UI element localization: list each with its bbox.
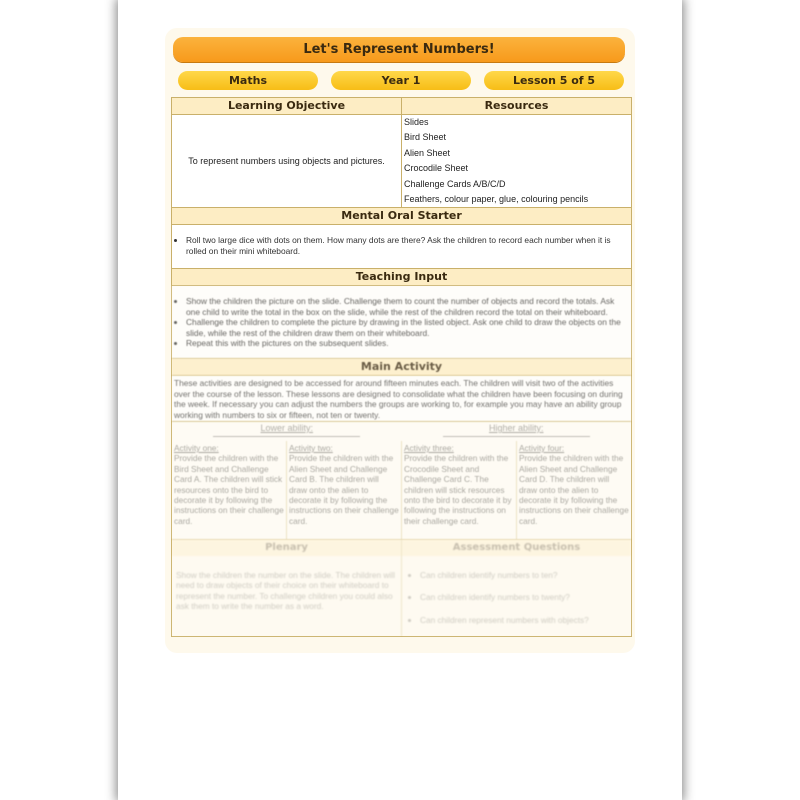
assessment-cell — [401, 556, 631, 636]
resource-item: Bird Sheet — [404, 132, 447, 143]
resources-header: Resources — [401, 98, 631, 114]
resource-item: Crocodile Sheet — [404, 163, 469, 174]
mental-oral-starter-list — [172, 225, 631, 269]
ability-labels — [172, 422, 631, 433]
activity-text: Provide the children with the Alien Sheet and Challenge Card D. The children will draw onto the alien to decorate it by following the instructions on their challenge card. — [519, 453, 629, 526]
list-item: • Challenge the children to complete the picture by drawing in the listed object. Ask one child to draw the objects on the slide, while the rest of the children draw them on their whiteboard. — [186, 317, 627, 338]
resource-item: Slides — [404, 117, 429, 127]
lesson-plan-table — [171, 97, 632, 637]
list-item: • Can children identify numbers to twenty? — [420, 592, 627, 602]
activities-row — [172, 441, 631, 540]
year-pill: Year 1 — [331, 71, 471, 90]
ability-section — [172, 422, 631, 540]
activity-three — [401, 441, 516, 539]
list-item: • Can children represent numbers with objects? — [420, 615, 627, 625]
resources-list — [402, 115, 631, 207]
list-item: • Can children identify numbers to ten? — [420, 570, 627, 580]
teaching-input-list — [172, 286, 631, 359]
activity-title: Activity one: — [174, 443, 219, 453]
main-activity-header: Main Activity — [172, 359, 631, 376]
list-item: • Roll two large dice with dots on them. How many dots are there? Ask the children to record each number when it is rolled on their mini whiteboard. — [186, 235, 627, 256]
learning-objective-header: Learning Objective — [172, 98, 401, 114]
assessment-list — [406, 570, 627, 625]
plenary-text: Show the children the number on the slide. The children will need to draw objects of their choice on their whiteboard to represent the number. To challenge children you could also ask them to write the number as a word. — [176, 570, 395, 612]
mental-oral-starter-header: Mental Oral Starter — [172, 208, 631, 225]
activity-text: Provide the children with the Crocodile Sheet and Challenge Card C. The children will stick resources onto the bird to decorate it by following the instructions on their challenge card. — [404, 453, 512, 526]
main-activity-intro: These activities are designed to be accessed for around fifteen minutes each. The children will visit two of the activities over the course of the lesson. These lessons are designed to consolidate what the children have been focusing on during the week. If necessary you can adjust the numbers the groups are working to, for example you may have an ability group working with numbers to six or fifteen, not ten or twenty. — [172, 376, 631, 422]
activity-title: Activity four: — [519, 443, 565, 453]
objective-resources-header — [172, 98, 631, 115]
bottom-section — [172, 540, 631, 636]
arrow-line-icon — [402, 433, 632, 441]
activity-text: Provide the children with the Alien Sheet and Challenge Card B. The children will draw onto the alien to decorate it by following the instructions on their challenge card. — [289, 453, 399, 526]
list-item: • Show the children the picture on the slide. Challenge them to count the number of objects and record the totals. Ask one child to write the total in the box on the slide, while the rest of the children record the total on their whiteboard. — [186, 296, 627, 317]
list-item: • Repeat this with the pictures on the subsequent slides. — [186, 338, 627, 349]
activity-text: Provide the children with the Bird Sheet and Challenge Card A. The children will stick resources onto the bird to decorate it by following the instructions on their challenge card. — [174, 453, 284, 526]
resources-cell — [401, 115, 631, 207]
resource-item: Alien Sheet — [404, 147, 451, 158]
lesson-pill: Lesson 5 of 5 — [484, 71, 624, 90]
higher-ability-label: Higher ability: — [488, 423, 544, 433]
bottom-body — [172, 556, 631, 636]
lower-ability-label: Lower ability: — [260, 423, 314, 433]
activity-two — [286, 441, 401, 539]
assessment-header: Assessment Questions — [401, 540, 631, 556]
activity-one — [172, 441, 286, 539]
resource-item: Challenge Cards A/B/C/D — [404, 178, 506, 189]
activity-title: Activity two: — [289, 443, 333, 453]
activity-four — [516, 441, 631, 539]
bottom-headers — [172, 540, 631, 556]
subject-pill: Maths — [178, 71, 318, 90]
learning-objective-text: To represent numbers using objects and pictures. — [188, 156, 385, 166]
ability-arrows — [172, 433, 631, 441]
plenary-header: Plenary — [172, 540, 401, 556]
page-title: Let's Represent Numbers! — [173, 37, 625, 62]
objective-resources-row — [172, 115, 631, 208]
activity-title: Activity three: — [404, 443, 454, 453]
arrow-line-icon — [172, 433, 402, 441]
resource-item: Feathers, colour paper, glue, colouring pencils — [404, 193, 589, 204]
teaching-input-header: Teaching Input — [172, 269, 631, 286]
